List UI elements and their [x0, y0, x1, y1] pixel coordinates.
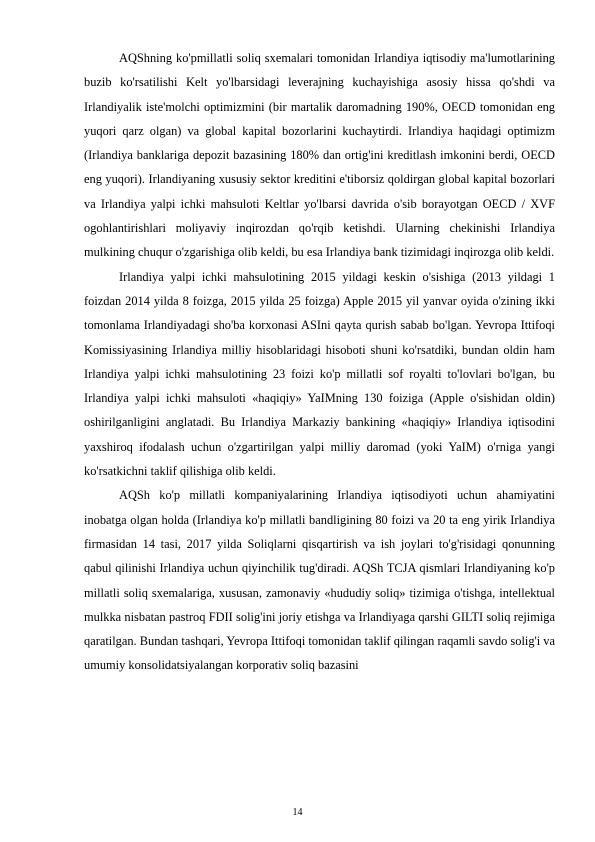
- paragraph-3: AQSh ko'p millatli kompaniyalarining Irlandiya iqtisodiyoti uchun ahamiyatini inobatga olgan holda (Irlandiya ko'p millatli bandligining 80 foizi va 20 ta eng yirik Irlandiya firmasidan 14 tasi, 2017 yilda Soliqlarni qisqartirish va ish joylari to'g'risidagi qonunning qabul qilinishi Irlandiya uchun qiyinchilik tug'diradi. AQSh TCJA qismlari Irlandiyaning ko'p millatli soliq sxemalariga, xususan, zamonaviy «hududiy soliq» tizimiga o'tishga, intellektual mulkka nisbatan pastroq FDII solig'ini joriy etishga va Irlandiyaga qarshi GILTI soliq rejimiga qaratilgan. Bundan tashqari, Yevropa Ittifoqi tomonidan taklif qilingan raqamli savdo solig'i va umumiy konsolidatsiyalangan korporativ soliq bazasini: [84, 488, 555, 673]
- paragraph-2: Irlandiya yalpi ichki mahsulotining 2015 yildagi keskin o'sishiga (2013 yildagi 1 foizdan 2014 yilda 8 foizga, 2015 yilda 25 foizga) Apple 2015 yil yanvar oyida o'zining ikki tomonlama Irlandiyadagi sho'ba korxonasi ASIni qayta qurish sabab bo'lgan. Yevropa Ittifoqi Komissiyasining Irlandiya milliy hisoblaridagi hisoboti shuni ko'rsatdiki, bundan oldin ham Irlandiya yalpi ichki mahsulotining 23 foizi ko'p millatli sof royalti to'lovlari bo'lgan, bu Irlandiya yalpi ichki mahsuloti «haqiqiy» YaIMning 130 foiziga (Apple o'sishidan oldin) oshirilganligini anglatadi. Bu Irlandiya Markaziy bankining «haqiqiy» Irlandiya iqtisodini yaxshiroq ifodalash uchun o'zgartirilgan yalpi milliy daromad (yoki YaIM) o'rniga yangi ko'rsatkichni taklif qilishiga olib keldi.: [84, 269, 555, 479]
- page-number: 14: [292, 807, 303, 818]
- body-text: [84, 46, 555, 678]
- paragraph-1: AQShning ko'pmillatli soliq sxemalari tomonidan Irlandiya iqtisodiy ma'lumotlarining buzib ko'rsatilishi Kelt yo'lbarsidagi leverajning kuchayishiga asosiy hissa qo'shdi va Irlandiyalik iste'molchi optimizmini (bir martalik daromadning 190%, OECD tomonidan eng yuqori qarz olgan) va global kapital bozorlarini kuchaytirdi. Irlandiya haqidagi optimizm (Irlandiya banklariga depozit bazasining 180% dan ortig'ini kreditlash imkonini berdi, OECD eng yuqori). Irlandiyaning xususiy sektor kreditini e'tiborsiz qoldirgan global kapital bozorlari va Irlandiya yalpi ichki mahsuloti Keltlar yo'lbarsi davrida o'sib borayotgan OECD / XVF ogohlantirishlari moliyaviy inqirozdan qo'rqib ketishdi. Ularning chekinishi Irlandiya mulkining chuqur o'zgarishiga olib keldi, bu esa Irlandiya bank tizimidagi inqirozga olib keldi.: [84, 51, 555, 260]
